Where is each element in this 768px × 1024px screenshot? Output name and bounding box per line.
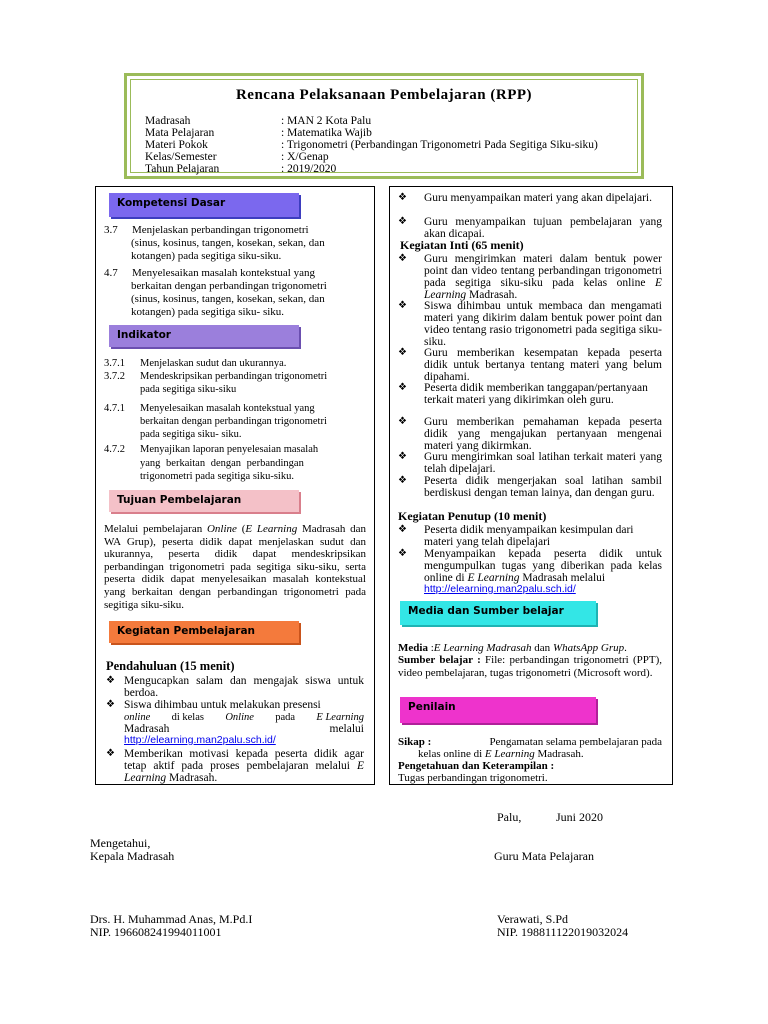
tujuan-text: Melalui pembelajaran [104, 523, 207, 535]
elearning-link[interactable]: http://elearning.man2palu.sch.id/ [424, 583, 576, 595]
guru-name: Verawati, S.Pd [497, 912, 568, 926]
media-label: Media [398, 642, 428, 654]
mengetahui-label: Mengetahui, [90, 836, 151, 850]
plain-term: Menyampaikan kepada peserta didik untuk mengumpulkan tugas yang diberikan pada kelas online di [424, 548, 662, 584]
header-box [124, 73, 644, 179]
header-key: Mata Pelajaran [145, 127, 215, 139]
indikator-number: 4.7.1 [104, 403, 125, 414]
kd-line: berkaitan dengan perbandingan trigonometri [131, 280, 327, 292]
plain-term: di kelas [171, 712, 204, 723]
signature-place: Palu, [497, 810, 522, 824]
plain-term: Madrasah melalui [519, 572, 606, 584]
diamond-bullet-icon: ❖ [398, 347, 407, 358]
inti-item-text: Peserta didik memberikan tanggapan/pertanyaan terkait materi yang dikirimkan oleh guru. [424, 382, 648, 406]
pengetahuan-text: Tugas perbandingan trigonometri. [398, 772, 548, 784]
plain-term: kelas online di [418, 748, 485, 760]
penutup-item-text: Peserta didik menyampaikan kesimpulan dari materi yang telah dipelajari [424, 524, 634, 548]
indikator-line: Mendeskripsikan perbandingan trigonometri [140, 371, 328, 382]
indikator-number: 3.7.1 [104, 358, 125, 369]
indikator-line: yang berkaitan dengan perbandingan [140, 458, 304, 469]
pendahuluan-item-text: Siswa dihimbau untuk melakukan presensi [124, 699, 321, 711]
indikator-tab: Indikator [109, 325, 299, 347]
diamond-bullet-icon: ❖ [398, 216, 407, 227]
tujuan-text-italic: E Learning [245, 523, 298, 535]
header-value: : MAN 2 Kota Palu [281, 115, 372, 127]
media-sumber-tab: Media dan Sumber belajar [400, 601, 596, 625]
kegiatan-pembelajaran-tab: Kegiatan Pembelajaran [109, 621, 299, 643]
elearning-link[interactable]: http://elearning.man2palu.sch.id/ [124, 734, 276, 746]
diamond-bullet-icon: ❖ [398, 416, 407, 427]
header-key: Madrasah [145, 115, 191, 127]
pendahuluan-item-text: Guru menyampaikan tujuan pembelajaran yang akan dicapai. [424, 216, 662, 240]
header-key: Materi Pokok [145, 139, 208, 151]
indikator-line: Menjelaskan sudut dan ukurannya. [140, 358, 287, 369]
pendahuluan-item-text: Guru menyampaikan materi yang akan dipelajari. [424, 192, 652, 204]
plain-term: melalui [329, 723, 364, 735]
diamond-bullet-icon: ❖ [398, 475, 407, 486]
tujuan-text-italic: Online [206, 523, 237, 535]
tujuan-pembelajaran-tab: Tujuan Pembelajaran [109, 490, 299, 512]
indikator-number: 3.7.2 [104, 371, 125, 382]
italic-term: E Learning [316, 712, 364, 723]
kd-line: Menjelaskan perbandingan trigonometri [132, 224, 309, 236]
pendahuluan-item-text [124, 748, 364, 784]
diamond-bullet-icon: ❖ [106, 675, 115, 686]
plain-term: Madrasah. [166, 772, 218, 784]
kegiatan-inti-heading: Kegiatan Inti (65 menit) [400, 238, 524, 252]
diamond-bullet-icon: ❖ [398, 300, 407, 311]
plain-term: : [427, 642, 434, 654]
indikator-line: trigonometri pada segitiga siku-siku. [140, 471, 294, 482]
kd-line: Menyelesaikan masalah kontekstual yang [132, 267, 315, 279]
sikap-text: Pengamatan selama pembelajaran pada [489, 736, 662, 748]
diamond-bullet-icon: ❖ [398, 524, 407, 535]
document-title: Rencana Pelaksanaan Pembelajaran (RPP) [235, 87, 533, 103]
guru-mapel-label: Guru Mata Pelajaran [494, 849, 594, 863]
indikator-line: pada segitiga siku- siku. [140, 429, 242, 440]
diamond-bullet-icon: ❖ [398, 382, 407, 393]
italic-term: online [124, 712, 151, 723]
inti-item-text: Guru mengirimkan soal latihan terkait materi yang telah dipelajari. [424, 451, 662, 475]
italic-term: E Learning Madrasah [433, 642, 532, 654]
kd-number: 3.7 [104, 224, 118, 236]
tujuan-paragraph [104, 523, 366, 611]
italic-term: WhatsApp Grup [552, 642, 625, 654]
inti-item-text [424, 253, 662, 301]
indikator-line: Menyajikan laporan penyelesaian masalah [140, 444, 319, 455]
header-value: : Matematika Wajib [281, 127, 372, 139]
header-key: Tahun Pelajaran [145, 163, 220, 175]
tujuan-text: Madrasah dan WA Grup), peserta didik dapat menjelaskan sudut dan ukurannya, peserta didik dapat mendeskripsikan perbandingan trigonometri pada segitiga siku-siku, serta peserta didik dapat menyelesaikan masalah kontekstual yang berkaitan dengan perbandingan trigonometri pada segitiga siku-siku. [104, 523, 366, 611]
diamond-bullet-icon: ❖ [398, 253, 407, 264]
kepala-nip: NIP. 196608241994011001 [90, 925, 222, 939]
pendahuluan-heading: Pendahuluan (15 menit) [106, 659, 235, 673]
plain-term: Madrasah. [466, 289, 518, 301]
header-value: : X/Genap [281, 151, 329, 163]
italic-term: E Learning [124, 760, 364, 784]
kepala-name: Drs. H. Muhammad Anas, M.Pd.I [90, 912, 253, 926]
tujuan-text: ( [236, 523, 246, 535]
diamond-bullet-icon: ❖ [398, 548, 407, 559]
header-value: : Trigonometri (Perbandingan Trigonometri Pada Segitiga Siku-siku) [281, 139, 598, 151]
inti-item-text: Guru memberikan pemahaman kepada peserta didik yang mengajukan pertanyaan mengenai materi yang dikirmkan. [424, 416, 662, 452]
sumber-belajar-paragraph [398, 654, 662, 680]
diamond-bullet-icon: ❖ [398, 451, 407, 462]
diamond-bullet-icon: ❖ [106, 699, 115, 710]
pendahuluan-item-text: Mengucapkan salam dan mengajak siswa untuk berdoa. [124, 675, 364, 699]
plain-term: Madrasah. [534, 748, 584, 760]
indikator-line: berkaitan dengan perbandingan trigonometri [140, 416, 327, 427]
italic-term: E Learning [484, 748, 535, 760]
kegiatan-penutup-heading: Kegiatan Penutup (10 menit) [398, 509, 547, 523]
kd-line: kotangen) pada segitiga siku- siku. [131, 306, 285, 318]
penutup-item-text [424, 548, 662, 584]
kd-line: (sinus, kosinus, tangen, kosekan, sekan, dan [131, 293, 325, 305]
diamond-bullet-icon: ❖ [398, 192, 407, 203]
sumber-label: Sumber belajar : [398, 654, 481, 666]
sikap-label: Sikap : [398, 736, 432, 748]
indikator-line: Menyelesaikan masalah kontekstual yang [140, 403, 315, 414]
header-inner-border [130, 79, 638, 173]
plain-term: Madrasah [124, 723, 170, 735]
header-key: Kelas/Semester [145, 151, 217, 163]
sumber-text: File: perbandingan trigonometri (PPT), video pembelajaran, tugas trigonometri (Microsoft word). [398, 654, 662, 679]
kompetensi-dasar-tab: Kompetensi Dasar [109, 193, 299, 217]
italic-term: Online [225, 712, 254, 723]
plain-term: pada [275, 712, 296, 723]
indikator-number: 4.7.2 [104, 444, 125, 455]
left-panel [95, 186, 375, 785]
signature-date: Juni 2020 [556, 810, 604, 824]
italic-term: E Learning [424, 277, 662, 301]
penilaian-tab: Penilain [400, 697, 596, 723]
indikator-line: pada segitiga siku-siku [140, 384, 237, 395]
kd-number: 4.7 [104, 267, 118, 279]
pengetahuan-label: Pengetahuan dan Keterampilan : [398, 760, 555, 772]
kepala-madrasah-label: Kepala Madrasah [90, 849, 175, 863]
diamond-bullet-icon: ❖ [106, 748, 115, 759]
guru-nip: NIP. 198811122019032024 [497, 925, 629, 939]
plain-term: dan [531, 642, 553, 654]
inti-item-text: Siswa dihimbau untuk membaca dan mengamati materi yang dikirim dalam bentuk power point dan video tentang rasio trigonometri pada segitiga siku-siku. [424, 300, 662, 348]
italic-term: E Learning [467, 572, 520, 584]
inti-item-text: Guru memberikan kesempatan kepada peserta didik untuk bertanya tentang materi yang belum dipahami. [424, 347, 662, 383]
kd-line: kotangen) pada segitiga siku-siku. [131, 250, 282, 262]
kd-line: (sinus, kosinus, tangen, kosekan, sekan, dan [131, 237, 325, 249]
inti-item-text: Peserta didik mengerjakan soal latihan sambil berdiskusi dengan teman lainya, dan dengan guru. [424, 475, 662, 499]
right-panel [389, 186, 673, 785]
plain-term: Guru mengirimkan materi dalam bentuk power point dan video tentang perbandingan trigonometri pada segitiga siku-siku pada kelas online [424, 253, 662, 289]
plain-term: . [624, 642, 627, 654]
header-value: : 2019/2020 [281, 163, 337, 175]
plain-term: Memberikan motivasi kepada peserta didik agar tetap aktif pada proses pembelajaran melalui [124, 748, 364, 772]
